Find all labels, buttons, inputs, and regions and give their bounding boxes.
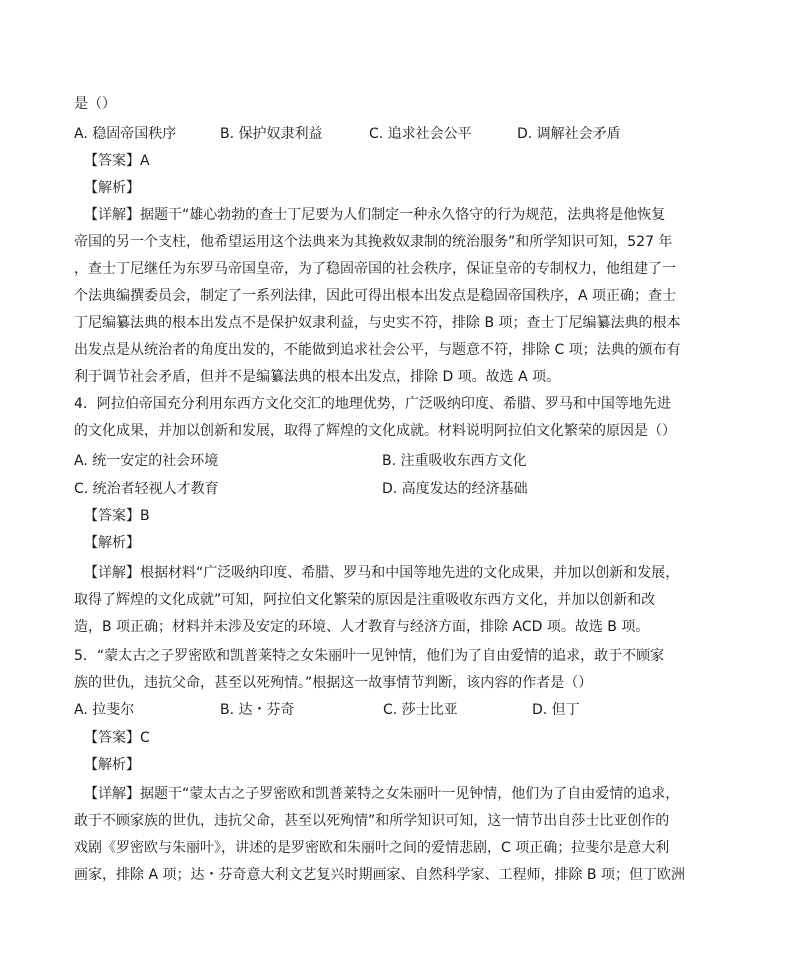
question-4-stem: 的文化成果，并加以创新和发展，取得了辉煌的文化成就。材料说明阿拉伯文化繁荣的原因是（） — [74, 423, 676, 439]
q5-detail-line: 画家，排除 A 项；达・芬奇意大利文艺复兴时期画家、自然科学家、工程师，排除 B 项；但丁欧洲 — [74, 867, 685, 883]
q4-detail-line: 取得了辉煌的文化成就”可知，阿拉伯文化繁荣的原因是注重吸收东西方文化，并加以创新和改 — [74, 592, 656, 608]
q4-detail-line: 【详解】根据材料“广泛吸纳印度、希腊、罗马和中国等地先进的文化成果，并加以创新和发展， — [84, 565, 680, 581]
q3-option-a: A. 稳固帝国秩序 — [74, 126, 177, 142]
q4-analysis-label: 【解析】 — [84, 535, 140, 551]
q3-detail-line: 出发点是从统治者的角度出发的，不能做到追求社会公平，与题意不符，排除 C 项；法典的颁布有 — [74, 342, 681, 358]
q5-answer: 【答案】C — [84, 730, 150, 746]
q5-detail-line: 【详解】据题干“蒙太古之子罗密欧和凯普莱特之女朱丽叶一见钟情，他们为了自由爱情的追求， — [84, 786, 680, 802]
q3-detail-line: 帝国的另一个支柱，他希望运用这个法典来为其挽救奴隶制的统治服务”和所学知识可知，527 年 — [74, 234, 673, 250]
q5-option-c: C. 莎士比亚 — [383, 702, 458, 718]
q5-detail-line: 敢于不顾家族的世仇，违抗父命，甚至以死殉情”和所学知识可知，这一情节出自莎士比亚创作的 — [74, 813, 670, 829]
question-5-stem: 族的世仇，违抗父命，甚至以死殉情。”根据这一故事情节判断，该内容的作者是（） — [74, 675, 593, 691]
q5-option-d: D. 但丁 — [532, 702, 580, 718]
q3-answer: 【答案】A — [84, 153, 150, 169]
q4-option-c: C. 统治者轻视人才教育 — [74, 481, 219, 497]
q5-option-a: A. 拉斐尔 — [74, 702, 135, 718]
q3-option-b: B. 保护奴隶利益 — [220, 126, 323, 142]
q4-detail-line: 造，B 项正确；材料并未涉及安定的环境、人才教育与经济方面，排除 ACD 项。故选 B 项。 — [74, 619, 650, 635]
q5-option-b: B. 达・芬奇 — [220, 702, 295, 718]
q3-detail-line: ，查士丁尼继任为东罗马帝国皇帝，为了稳固帝国的社会秩序，保证皇帝的专制权力，他组建了一 — [74, 261, 676, 277]
q3-option-d: D. 调解社会矛盾 — [517, 126, 621, 142]
q3-detail-line: 丁尼编纂法典的根本出发点不是保护奴隶利益，与史实不符，排除 B 项；查士丁尼编纂法典的根本 — [74, 315, 681, 331]
q3-option-c: C. 追求社会公平 — [369, 126, 472, 142]
question-4-stem: 4．阿拉伯帝国充分利用东西方文化交汇的地理优势，广泛吸纳印度、希腊、罗马和中国等地先进 — [74, 396, 671, 412]
q5-detail-line: 戏剧《罗密欧与朱丽叶》，讲述的是罗密欧和朱丽叶之间的爱情悲剧，C 项正确；拉斐尔是意大利 — [74, 840, 670, 856]
q3-detail-line: 利于调节社会矛盾，但并不是编纂法典的根本出发点，排除 D 项。故选 A 项。 — [74, 369, 561, 385]
q3-detail-line: 【详解】据题干“雄心勃勃的查士丁尼要为人们制定一种永久恪守的行为规范，法典将是他恢复 — [84, 207, 666, 223]
q3-detail-line: 个法典编撰委员会，制定了一系列法律，因此可得出根本出发点是稳固帝国秩序，A 项正确；查士 — [74, 288, 677, 304]
q3-analysis-label: 【解析】 — [84, 180, 140, 196]
q4-option-d: D. 高度发达的经济基础 — [382, 481, 528, 497]
q4-option-b: B. 注重吸收东西方文化 — [382, 453, 527, 469]
question-5-stem: 5．“蒙太古之子罗密欧和凯普莱特之女朱丽叶一见钟情，他们为了自由爱情的追求，敢于不顾家 — [74, 648, 665, 664]
q4-option-a: A. 统一安定的社会环境 — [74, 453, 219, 469]
q5-analysis-label: 【解析】 — [84, 757, 140, 773]
q4-answer: 【答案】B — [84, 508, 150, 524]
question-3-stem-tail: 是（） — [74, 96, 116, 112]
